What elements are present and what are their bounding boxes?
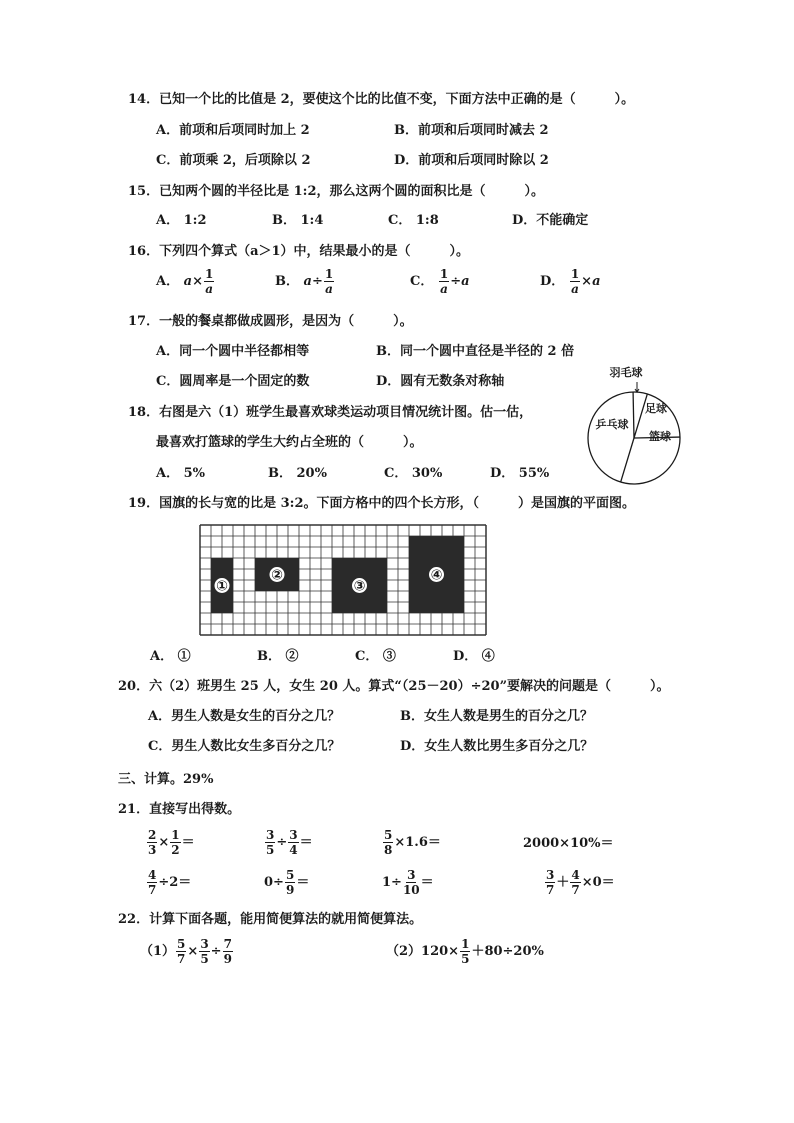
q16-option-c[interactable] <box>410 268 470 295</box>
q16-d-label: D． <box>540 274 565 289</box>
q17-stem: 17．一般的餐桌都做成圆形，是因为（ ）。 <box>128 314 413 329</box>
q16-b-frac: $\frac{1}{a}$ <box>324 267 334 296</box>
q21-expr-3: $\frac{5}{8}$ ×1.6＝ <box>384 828 441 857</box>
flag-rect-4-label: ④ <box>430 567 443 584</box>
q16-c-frac: $\frac{1}{a}$ <box>439 267 449 296</box>
q16-option-d[interactable] <box>540 268 601 295</box>
q21-expr-1: $\frac{2}{3}$ × $\frac{1}{2}$ ＝ <box>148 828 195 857</box>
pie-chart-svg <box>584 366 684 488</box>
q20-option-c[interactable]: C．男生人数比女生多百分之几？ <box>148 739 341 754</box>
q21-stem: 21．直接写出得数。 <box>118 802 241 817</box>
q21-expr-2: $\frac{3}{5}$ ÷ $\frac{3}{4}$ ＝ <box>266 828 313 857</box>
q19-option-a[interactable]: A． ① <box>150 649 191 664</box>
q21-expr-5: $\frac{4}{7}$ ÷2＝ <box>148 868 192 897</box>
q14-stem: 14．已知一个比的比值是 2，要使这个比的比值不变，下面方法中正确的是（ ）。 <box>128 92 635 107</box>
q16-a-label: A． <box>156 274 180 289</box>
q20-option-d[interactable]: D．女生人数比男生多百分之几？ <box>400 739 594 754</box>
q14-option-a[interactable]: A．前项和后项同时加上 2 <box>156 123 310 138</box>
q16-stem: 16．下列四个算式（a＞1）中，结果最小的是（ ）。 <box>128 244 470 259</box>
q19-option-b[interactable]: B． ② <box>257 649 299 664</box>
q15-option-a[interactable]: A． 1:2 <box>156 213 207 228</box>
q15-stem: 15．已知两个圆的半径比是 1:2，那么这两个圆的面积比是（ ）。 <box>128 184 545 199</box>
q15-option-d[interactable]: D．不能确定 <box>512 213 589 228</box>
q18-option-d[interactable]: D． 55% <box>490 466 550 481</box>
pie-label: 羽毛球 <box>609 366 643 379</box>
q18-option-a[interactable]: A． 5% <box>156 466 206 481</box>
q18-option-b[interactable]: B． 20% <box>268 466 327 481</box>
q16-c-label: C． <box>410 274 434 289</box>
q14-option-c[interactable]: C．前项乘 2，后项除以 2 <box>156 153 311 168</box>
q16-d-var: a <box>592 274 601 289</box>
ball-sports-pie-chart <box>584 366 684 488</box>
q15-option-b[interactable]: B． 1:4 <box>272 213 324 228</box>
q17-option-c[interactable]: C．圆周率是一个固定的数 <box>156 374 310 389</box>
q16-option-b[interactable] <box>275 268 335 295</box>
q15-option-c[interactable]: C． 1:8 <box>388 213 439 228</box>
q16-b-label: B． <box>275 274 299 289</box>
q16-c-op: ÷ <box>450 274 462 289</box>
q16-b-var: a <box>303 274 312 289</box>
q16-c-var: a <box>461 274 470 289</box>
q18-stem-line2: 最喜欢打篮球的学生大约占全班的（ ）。 <box>156 435 423 450</box>
q20-option-b[interactable]: B．女生人数是男生的百分之几？ <box>400 709 593 724</box>
q21-expr-7: 1÷ $\frac{3}{10}$ ＝ <box>382 868 434 897</box>
q20-option-a[interactable]: A．男生人数是女生的百分之几？ <box>148 709 341 724</box>
flag-rect-2-label: ② <box>271 567 283 584</box>
q21-expr-6: 0÷ $\frac{5}{9}$ ＝ <box>264 868 310 897</box>
q14-option-d[interactable]: D．前项和后项同时除以 2 <box>394 153 549 168</box>
q19-option-d[interactable]: D． ④ <box>453 649 495 664</box>
q16-d-frac: $\frac{1}{a}$ <box>570 267 580 296</box>
q17-option-b[interactable]: B．同一个圆中直径是半径的 2 倍 <box>376 344 575 359</box>
q17-option-a[interactable]: A．同一个圆中半径都相等 <box>156 344 310 359</box>
q16-a-frac: $\frac{1}{a}$ <box>204 267 214 296</box>
q21-expr-4: 2000×10%＝ <box>523 836 614 851</box>
q22-stem: 22．计算下面各题，能用简便算法的就用简便算法。 <box>118 912 423 927</box>
q19-option-c[interactable]: C． ③ <box>355 649 396 664</box>
q21-expr-8: $\frac{3}{7}$ ＋ $\frac{4}{7}$ ×0＝ <box>546 868 615 897</box>
q17-option-d[interactable]: D．圆有无数条对称轴 <box>376 374 505 389</box>
q14-option-b[interactable]: B．前项和后项同时减去 2 <box>394 123 549 138</box>
pie-label: 篮球 <box>649 430 671 443</box>
q22-problem-2: （2）120× $\frac{1}{5}$ ＋80÷20% <box>386 937 544 966</box>
q22-problem-1: （1） $\frac{5}{7}$ × $\frac{3}{5}$ ÷ $\frac{7}{9}$ <box>140 937 232 966</box>
q16-a-op: × <box>192 274 203 289</box>
q18-stem-line1: 18．右图是六（1）班学生最喜欢球类运动项目情况统计图。估一估， <box>128 405 533 420</box>
section-three-title: 三、计算。29% <box>118 772 214 787</box>
flag-rect-3-label: ③ <box>353 578 366 595</box>
q16-option-a[interactable] <box>156 268 215 295</box>
flag-grid <box>200 525 486 639</box>
pie-label: 乒乓球 <box>595 418 629 431</box>
q18-option-c[interactable]: C． 30% <box>384 466 443 481</box>
q20-stem: 20．六（2）班男生 25 人，女生 20 人。算式“（25－20）÷20”要解决的问题是（ ）。 <box>118 679 670 694</box>
flag-rect-1-label: ① <box>216 578 228 595</box>
q19-stem: 19．国旗的长与宽的比是 3:2。下面方格中的四个长方形，（ ）是国旗的平面图。 <box>128 496 636 511</box>
pie-label: 足球 <box>645 402 667 415</box>
q16-b-op: ÷ <box>311 274 323 289</box>
grid-svg <box>200 525 486 635</box>
pie-slice-boundary <box>633 392 634 438</box>
q16-a-var: a <box>183 274 193 289</box>
q16-d-op: × <box>581 274 593 289</box>
badminton-arrow <box>635 382 639 392</box>
